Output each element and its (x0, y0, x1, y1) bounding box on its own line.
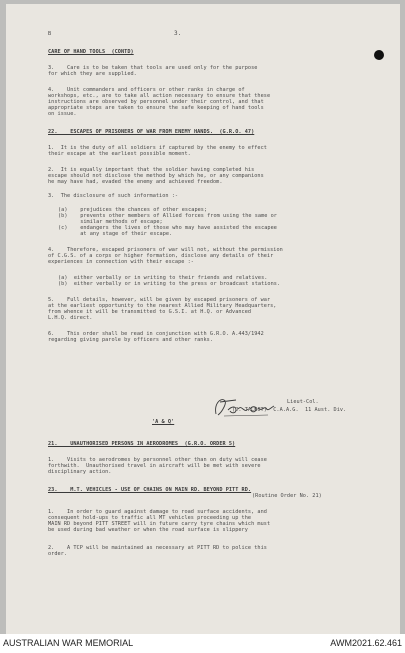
page-number: 3. (174, 30, 182, 37)
text-line: experiences in connection with their escape :- (48, 259, 194, 265)
section-heading: CARE OF HAND TOOLS (CONTD) (48, 49, 134, 55)
text-line: L.H.Q. direct. (48, 315, 93, 321)
text-line: 5. Full details, however, will be given by escaped prisoners of war (48, 297, 271, 303)
text-line: workshops, etc., are to take all action necessary to ensure that these (48, 93, 271, 99)
text-line: disciplinary action. (48, 469, 112, 475)
text-line: he may have had, evaded the enemy and achieved freedom. (48, 179, 223, 185)
text-line: their escape at the earliest possible moment. (48, 151, 191, 157)
text-line: on issue. (48, 111, 77, 117)
section-heading: 22. ESCAPES OF PRISONERS OF WAR FROM ENEMY HANDS. (G.R.O. 47) (48, 129, 255, 135)
text-line: forthwith. Unauthorised travel in aircraft will be met with severe (48, 463, 261, 469)
text-line: regarding giving parole by officers and other ranks. (48, 337, 214, 343)
text-line: 4. Therefore, escaped prisoners of war will not, without the permission (48, 247, 283, 253)
text-line: 3. The disclosure of such information :- (48, 193, 179, 199)
document-page (6, 4, 400, 634)
text-line: 3. Care is to be taken that tools are used only for the purpose (48, 65, 258, 71)
text-line: be used during bad weather or when the road surface is slippery (48, 527, 248, 533)
text-line: similar methods of escape; (58, 219, 163, 225)
text-line: escape should not disclose the method by which he, or any companions (48, 173, 264, 179)
text-line: 6. This order shall be read in conjunction with G.R.O. A.443/1942 (48, 331, 264, 337)
text-line: (a) prejudices the chances of other escapes; (58, 207, 208, 213)
text-line: from whence it will be transmitted to G.S.I. at H.Q. or Advanced (48, 309, 252, 315)
text-line: 1. It is the duty of all soldiers if captured by the enemy to effect (48, 145, 267, 151)
signature-image (210, 396, 280, 418)
section-heading: 23. M.T. VEHICLES - USE OF CHAINS ON MAIN RD. BEYOND PITT RD. (48, 487, 252, 493)
text-line: (Routine Order No. 21) (252, 493, 322, 499)
text-line: of C.G.S. of a corps or higher formation, disclose any details of their (48, 253, 274, 259)
text-line: at the earliest opportunity to the nearest Allied Military Headquarters, (48, 303, 277, 309)
section-heading: 21. UNAUTHORISED PERSONS IN AERODROMES (G.R.O. ORDER 5) (48, 441, 236, 447)
archive-reference: AWM2021.62.461 (330, 638, 402, 648)
text-line: 2. It is equally important that the soldier having completed his (48, 167, 255, 173)
text-line: (b) prevents other members of Allied forces from using the same or (58, 213, 277, 219)
text-line: consequent hold-ups to traffic all MT vehicles proceeding up the (48, 515, 252, 521)
text-line: 1. Visits to aerodromes by personnel other than on duty will cease (48, 457, 267, 463)
section-heading: 'A & Q' (152, 419, 175, 425)
text-line: appropriate steps are taken to ensure the safe keeping of hand tools (48, 105, 264, 111)
text-line: for which they are supplied. (48, 71, 137, 77)
archive-footer (0, 634, 405, 653)
text-line: 4. Unit commanders and officers or other ranks in charge of (48, 87, 245, 93)
text-line: instructions are observed by personnel under their control, and that (48, 99, 264, 105)
archive-name: AUSTRALIAN WAR MEMORIAL (3, 638, 134, 648)
text-line: order. (48, 551, 68, 557)
text-line: (c) endangers the lives of those who may have assisted the escapee (58, 225, 277, 231)
text-line: MAIN RD beyond PITT STREET will in future carry tyre chains which must (48, 521, 271, 527)
punch-hole (374, 50, 384, 60)
text-line: (a) either verbally or in writing to their friends and relatives. (58, 275, 268, 281)
text-line: (J. TALBOT) C.A.A.G. 11 Aust. Div. (232, 407, 347, 413)
page-mark: B (48, 31, 52, 37)
text-line: at any stage of their escape. (58, 231, 173, 237)
text-line: 2. A TCP will be maintained as necessary at PITT RD to police this (48, 545, 267, 551)
text-line: (b) either verbally or in writing to the press or broadcast stations. (58, 281, 281, 287)
text-line: 1. In order to guard against damage to road surface accidents, and (48, 509, 267, 515)
text-line: Lieut-Col. (287, 399, 319, 405)
